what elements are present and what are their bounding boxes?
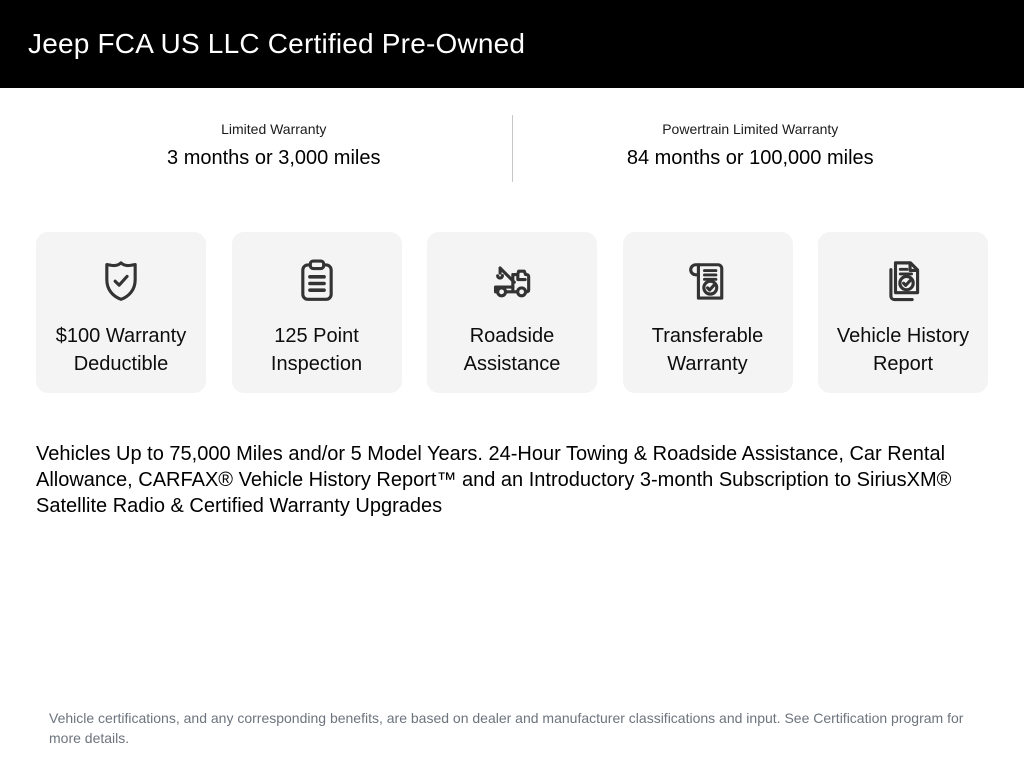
powertrain-warranty-term: 84 months or 100,000 miles xyxy=(626,147,874,169)
benefit-label: $100 Warranty Deductible xyxy=(55,325,187,375)
benefit-card-roadside-assistance xyxy=(427,232,597,393)
benefit-card-warranty-deductible xyxy=(36,232,206,393)
powertrain-warranty-title: Powertrain Limited Warranty xyxy=(662,121,839,137)
limited-warranty-term: 3 months or 3,000 miles xyxy=(167,147,381,169)
clipboard-icon xyxy=(291,255,343,307)
receipt-check-icon xyxy=(682,255,734,307)
tow-truck-icon xyxy=(486,255,538,307)
page-header xyxy=(0,0,1024,88)
benefit-card-point-inspection xyxy=(232,232,402,393)
warranty-summary xyxy=(36,115,988,182)
benefit-label: 125 Point Inspection xyxy=(270,325,363,375)
certification-disclaimer: Vehicle certifications, and any corresponding benefits, are based on dealer and manufacturer classifications and input. See Certification program for more details. xyxy=(49,710,964,746)
benefit-cards xyxy=(36,232,988,393)
documents-check-icon xyxy=(877,255,929,307)
benefit-label: Vehicle History Report xyxy=(836,325,970,375)
program-description: Vehicles Up to 75,000 Miles and/or 5 Model Years. 24-Hour Towing & Roadside Assistance, Car Rental Allowance, CARFAX® Vehicle History Report™ and an Introductory 3-month Subscription to SiriusXM® Satellite Radio & Certified Warranty Upgrades xyxy=(36,443,952,517)
shield-check-icon xyxy=(95,255,147,307)
benefit-label: Transferable Warranty xyxy=(651,325,764,375)
powertrain-warranty-block xyxy=(513,115,989,182)
benefit-label: Roadside Assistance xyxy=(463,325,561,375)
benefit-card-vehicle-history xyxy=(818,232,988,393)
page-title: Jeep FCA US LLC Certified Pre-Owned xyxy=(28,28,526,59)
limited-warranty-title: Limited Warranty xyxy=(221,121,327,137)
benefit-card-transferable-warranty xyxy=(623,232,793,393)
limited-warranty-block xyxy=(36,115,512,182)
